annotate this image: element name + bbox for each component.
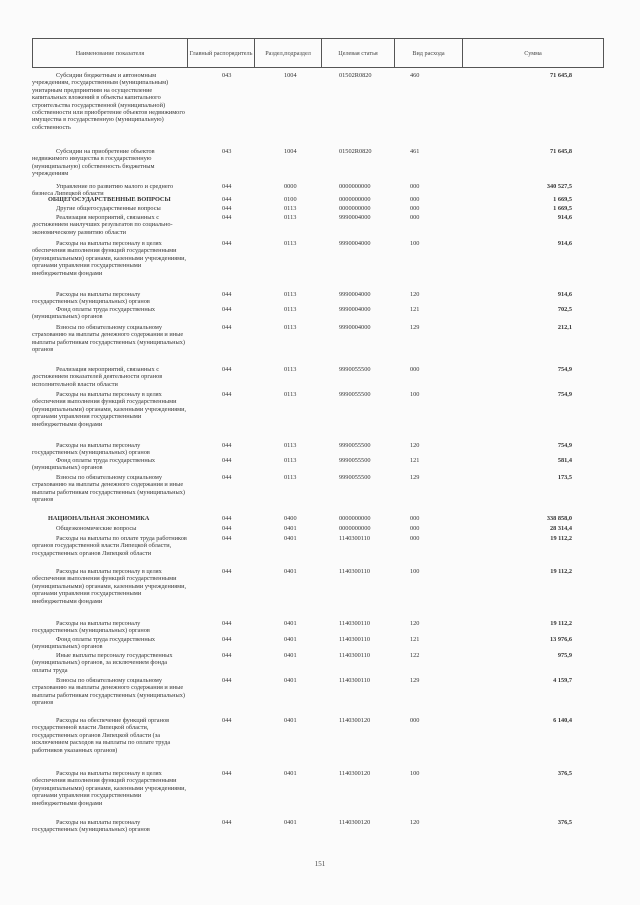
row-name: Фонд оплаты труда государственных (муниципальных) органов bbox=[32, 306, 156, 321]
row-name: Фонд оплаты труда государственных (муниципальных) органов bbox=[32, 457, 156, 472]
row-name: Расходы на выплаты персоналу в целях обеспечения выполнения функций государственными (муниципальными) органами, казенными учреждениями, органами управления государственными внебюджетными фондами bbox=[32, 770, 187, 807]
row-chief: 044 bbox=[222, 196, 232, 203]
row-sum: 914,6 bbox=[557, 214, 572, 221]
row-sum: 340 527,5 bbox=[546, 183, 572, 190]
row-sum: 71 645,8 bbox=[549, 148, 572, 155]
row-name: Фонд оплаты труда государственных (муниципальных) органов bbox=[32, 636, 156, 651]
row-name: Расходы на выплаты персоналу в целях обеспечения выполнения функций государственными (муниципальными) органами, казенными учреждениями, органами управления государственными внебюджетными фондами bbox=[32, 568, 187, 605]
row-sum: 754,9 bbox=[557, 366, 572, 373]
row-kind: 122 bbox=[410, 652, 420, 659]
row-target: 9990004000 bbox=[339, 240, 371, 247]
row-name: Другие общегосударственные вопросы bbox=[56, 205, 161, 212]
row-kind: 120 bbox=[410, 819, 420, 826]
row-chief: 044 bbox=[222, 535, 232, 542]
row-name: Взносы по обязательному социальному страхованию на выплаты денежного содержания и иные выплаты работникам государственных (муниципальных) органов bbox=[32, 324, 186, 354]
row-section: 0401 bbox=[284, 677, 297, 684]
row-section: 0401 bbox=[284, 525, 297, 532]
row-chief: 044 bbox=[222, 474, 232, 481]
row-name: Управление по развитию малого и среднего бизнеса Липецкой области bbox=[32, 183, 174, 198]
row-sum: 914,6 bbox=[557, 291, 572, 298]
row-section: 0113 bbox=[284, 474, 297, 481]
row-target: 0000000000 bbox=[339, 205, 371, 212]
row-target: 1140300110 bbox=[339, 677, 371, 684]
row-section: 0401 bbox=[284, 620, 297, 627]
row-sum: 338 858,0 bbox=[546, 515, 572, 522]
row-target: 0000000000 bbox=[339, 525, 371, 532]
row-kind: 000 bbox=[410, 717, 420, 724]
row-name: ОБЩЕГОСУДАРСТВЕННЫЕ ВОПРОСЫ bbox=[48, 196, 171, 203]
row-chief: 044 bbox=[222, 291, 232, 298]
row-sum: 4 159,7 bbox=[553, 677, 572, 684]
row-target: 1140300110 bbox=[339, 535, 371, 542]
row-chief: 043 bbox=[222, 72, 232, 79]
row-sum: 754,9 bbox=[557, 391, 572, 398]
header-sum: Сумма bbox=[462, 39, 604, 67]
row-chief: 044 bbox=[222, 457, 232, 464]
row-sum: 28 314,4 bbox=[549, 525, 572, 532]
row-sum: 376,5 bbox=[557, 819, 572, 826]
row-target: 1140300120 bbox=[339, 770, 371, 777]
row-name: Расходы на выплаты персоналу в целях обеспечения выполнения функций государственными (муниципальными) органами, казенными учреждениями, органами управления государственными внебюджетными фондами bbox=[32, 391, 187, 428]
row-target: 0000000000 bbox=[339, 515, 371, 522]
row-name: Расходы на выплаты персоналу государственных (муниципальных) органов bbox=[32, 291, 150, 306]
row-section: 0401 bbox=[284, 652, 297, 659]
row-kind: 121 bbox=[410, 457, 420, 464]
row-section: 0100 bbox=[284, 196, 297, 203]
row-kind: 100 bbox=[410, 568, 420, 575]
row-target: 0000000000 bbox=[339, 183, 371, 190]
row-name: Взносы по обязательному социальному страхованию на выплаты денежного содержания и иные выплаты работникам государственных (муниципальных) органов bbox=[32, 677, 186, 707]
row-target: 9990004000 bbox=[339, 214, 371, 221]
row-chief: 044 bbox=[222, 620, 232, 627]
row-name: Расходы на выплаты персоналу государственных (муниципальных) органов bbox=[32, 620, 150, 635]
row-sum: 914,6 bbox=[557, 240, 572, 247]
row-section: 0401 bbox=[284, 535, 297, 542]
row-section: 0113 bbox=[284, 391, 297, 398]
row-name: Расходы на выплаты персоналу государственных (муниципальных) органов bbox=[32, 442, 150, 457]
row-kind: 120 bbox=[410, 291, 420, 298]
row-sum: 13 976,6 bbox=[549, 636, 572, 643]
row-kind: 460 bbox=[410, 72, 420, 79]
row-chief: 044 bbox=[222, 240, 232, 247]
row-section: 0401 bbox=[284, 819, 297, 826]
row-target: 9990055500 bbox=[339, 457, 371, 464]
header-kind: Вид расхода bbox=[394, 39, 462, 67]
row-section: 0000 bbox=[284, 183, 297, 190]
row-sum: 19 112,2 bbox=[550, 568, 572, 575]
row-chief: 044 bbox=[222, 366, 232, 373]
row-name: НАЦИОНАЛЬНАЯ ЭКОНОМИКА bbox=[48, 515, 150, 522]
row-kind: 461 bbox=[410, 148, 420, 155]
page-number: 151 bbox=[314, 860, 326, 868]
row-chief: 044 bbox=[222, 442, 232, 449]
row-kind: 121 bbox=[410, 636, 420, 643]
row-section: 0113 bbox=[284, 205, 297, 212]
row-sum: 6 140,4 bbox=[553, 717, 572, 724]
row-sum: 19 112,2 bbox=[550, 620, 572, 627]
row-name: Расходы на выплаты персоналу в целях обеспечения выполнения функций государственными (муниципальными) органами, казенными учреждениями, органами управления государственными внебюджетными фондами bbox=[32, 240, 187, 277]
row-target: 1140300110 bbox=[339, 636, 371, 643]
row-sum: 376,5 bbox=[557, 770, 572, 777]
row-name: Взносы по обязательному социальному страхованию на выплаты денежного содержания и иные выплаты работникам государственных (муниципальных) органов bbox=[32, 474, 186, 504]
row-target: 9990004000 bbox=[339, 291, 371, 298]
row-sum: 581,4 bbox=[557, 457, 572, 464]
row-kind: 129 bbox=[410, 324, 420, 331]
row-sum: 702,5 bbox=[557, 306, 572, 313]
row-chief: 044 bbox=[222, 324, 232, 331]
row-kind: 129 bbox=[410, 677, 420, 684]
row-sum: 212,1 bbox=[557, 324, 572, 331]
row-chief: 044 bbox=[222, 819, 232, 826]
row-target: 9990055500 bbox=[339, 391, 371, 398]
row-target: 01502R0820 bbox=[339, 148, 372, 155]
header-target: Целевая статья bbox=[321, 39, 394, 67]
row-chief: 044 bbox=[222, 391, 232, 398]
row-sum: 71 645,8 bbox=[549, 72, 572, 79]
row-sum: 754,9 bbox=[557, 442, 572, 449]
header-section: Раздел,подраздел bbox=[254, 39, 321, 67]
row-target: 1140300110 bbox=[339, 568, 371, 575]
row-kind: 000 bbox=[410, 515, 420, 522]
row-chief: 044 bbox=[222, 677, 232, 684]
row-section: 1004 bbox=[284, 148, 297, 155]
row-chief: 044 bbox=[222, 652, 232, 659]
row-kind: 120 bbox=[410, 620, 420, 627]
row-name: Реализация мероприятий, связанных с достижением показателей деятельности органов исполнительной власти области bbox=[32, 366, 163, 388]
row-chief: 044 bbox=[222, 214, 232, 221]
row-name: Реализация мероприятий, связанных с достижением наилучших результатов по социально-экономическому развитию области bbox=[32, 214, 173, 236]
row-section: 0401 bbox=[284, 717, 297, 724]
header-chief: Главный распорядитель bbox=[187, 39, 254, 67]
row-kind: 000 bbox=[410, 525, 420, 532]
row-section: 0113 bbox=[284, 457, 297, 464]
row-target: 0000000000 bbox=[339, 196, 371, 203]
row-target: 1140300120 bbox=[339, 819, 371, 826]
row-chief: 044 bbox=[222, 636, 232, 643]
row-sum: 975,9 bbox=[557, 652, 572, 659]
header-name: Наименование показателя bbox=[32, 39, 187, 67]
row-kind: 000 bbox=[410, 535, 420, 542]
row-name: Субсидии на приобретение объектов недвижимого имущества в государственную (муниципальную) собственность бюджетным учреждениям bbox=[32, 148, 155, 178]
row-kind: 000 bbox=[410, 183, 420, 190]
row-section: 0401 bbox=[284, 568, 297, 575]
row-kind: 129 bbox=[410, 474, 420, 481]
row-sum: 19 112,2 bbox=[550, 535, 572, 542]
row-target: 1140300110 bbox=[339, 620, 371, 627]
row-section: 0113 bbox=[284, 366, 297, 373]
row-kind: 100 bbox=[410, 391, 420, 398]
row-sum: 1 669,5 bbox=[553, 196, 572, 203]
row-chief: 044 bbox=[222, 568, 232, 575]
row-sum: 1 669,5 bbox=[553, 205, 572, 212]
row-section: 0401 bbox=[284, 770, 297, 777]
row-target: 9990004000 bbox=[339, 324, 371, 331]
row-kind: 121 bbox=[410, 306, 420, 313]
row-chief: 044 bbox=[222, 183, 232, 190]
row-target: 1140300120 bbox=[339, 717, 371, 724]
row-kind: 100 bbox=[410, 770, 420, 777]
row-kind: 000 bbox=[410, 366, 420, 373]
row-kind: 000 bbox=[410, 214, 420, 221]
row-section: 0113 bbox=[284, 442, 297, 449]
row-kind: 100 bbox=[410, 240, 420, 247]
row-chief: 044 bbox=[222, 515, 232, 522]
row-name: Иные выплаты персоналу государственных (муниципальных) органов, за исключением фонда оплаты труда bbox=[32, 652, 173, 674]
row-section: 0113 bbox=[284, 306, 297, 313]
row-chief: 044 bbox=[222, 205, 232, 212]
row-kind: 000 bbox=[410, 196, 420, 203]
row-section: 0113 bbox=[284, 214, 297, 221]
row-name: Общеэкономические вопросы bbox=[56, 525, 137, 532]
row-chief: 044 bbox=[222, 770, 232, 777]
row-target: 9990055500 bbox=[339, 366, 371, 373]
row-name: Субсидии бюджетным и автономным учреждениям, государственным (муниципальным) унитарным предприятиям на осуществление капитальных вложений в объекты капитального строительства государственной (муниципальной) собственности или приобретение объектов недвижимого имущества в государственную (муниципальную) собственность bbox=[32, 72, 185, 131]
table-header bbox=[32, 38, 604, 68]
row-section: 0113 bbox=[284, 324, 297, 331]
row-name: Расходы на обеспечение функций органов государственной власти Липецкой области, государственных органов Липецкой области (за исключением расходов на выплаты по оплате труда работников указанных органов) bbox=[32, 717, 171, 754]
row-name: Расходы на выплаты по оплате труда работников органов государственной власти Липецкой области, государственных органов Липецкой области bbox=[32, 535, 187, 557]
row-target: 9990055500 bbox=[339, 474, 371, 481]
row-section: 0113 bbox=[284, 240, 297, 247]
row-chief: 043 bbox=[222, 148, 232, 155]
row-kind: 000 bbox=[410, 205, 420, 212]
row-section: 0113 bbox=[284, 291, 297, 298]
row-kind: 120 bbox=[410, 442, 420, 449]
row-chief: 044 bbox=[222, 306, 232, 313]
row-name: Расходы на выплаты персоналу государственных (муниципальных) органов bbox=[32, 819, 150, 834]
row-section: 0401 bbox=[284, 636, 297, 643]
row-chief: 044 bbox=[222, 525, 232, 532]
row-sum: 173,5 bbox=[557, 474, 572, 481]
row-target: 9990004000 bbox=[339, 306, 371, 313]
row-section: 0400 bbox=[284, 515, 297, 522]
row-target: 1140300110 bbox=[339, 652, 371, 659]
row-target: 01502R0820 bbox=[339, 72, 372, 79]
row-target: 9990055500 bbox=[339, 442, 371, 449]
row-chief: 044 bbox=[222, 717, 232, 724]
row-section: 1004 bbox=[284, 72, 297, 79]
